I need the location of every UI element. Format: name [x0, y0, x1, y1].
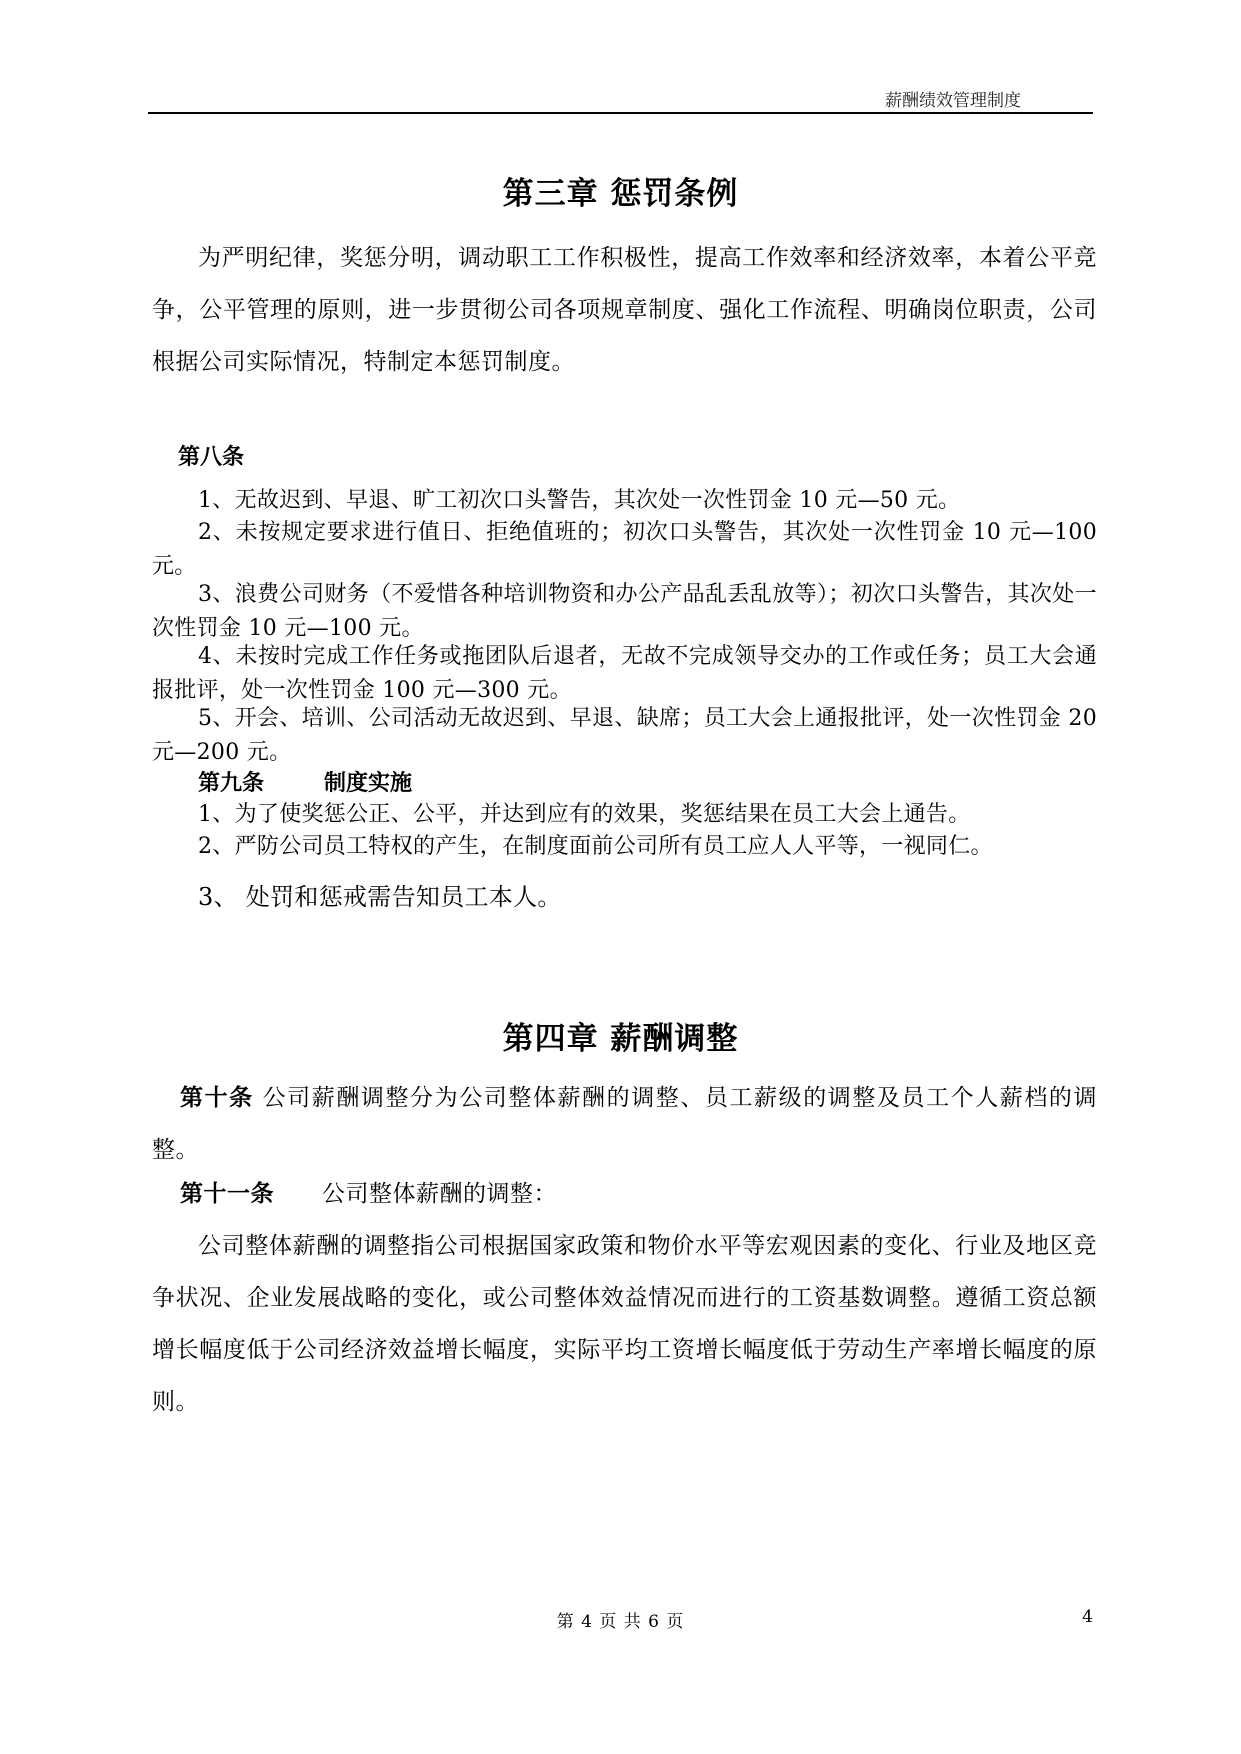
article-9-item-1: 1、为了使奖惩公正、公平，并达到应有的效果，奖惩结果在员工大会上通告。 [198, 802, 971, 827]
article-8-item-5: 5、开会、培训、公司活动无故迟到、早退、缺席；员工大会上通报批评，处一次性罚金 20 元—200 元。 [152, 706, 1097, 765]
article-10-paragraph [152, 1072, 1097, 1176]
article-8-heading: 第八条 [178, 445, 245, 470]
page-counter: 第 4 页 共 6 页 [556, 1612, 685, 1632]
article-9-item-3: 3、 处罚和惩戒需告知员工本人。 [198, 883, 562, 911]
article-9-heading: 第九条 [198, 771, 265, 796]
article-10-heading: 第十条 [180, 1085, 254, 1111]
running-header: 薪酬绩效管理制度 [885, 91, 1021, 111]
page-number: 4 [1082, 1607, 1093, 1627]
article-8-item-1: 1、无故迟到、早退、旷工初次口头警告，其次处一次性罚金 10 元—50 元。 [198, 488, 961, 513]
article-9-item-2: 2、严防公司员工特权的产生，在制度面前公司所有员工应人人平等，一视同仁。 [198, 834, 993, 859]
article-8-item-4: 4、未按时完成工作任务或拖团队后退者，无故不完成领导交办的工作或任务；员工大会通报批评，处一次性罚金 100 元—300 元。 [152, 644, 1097, 703]
chapter-3-intro: 为严明纪律，奖惩分明，调动职工工作积极性，提高工作效率和经济效率，本着公平竞争，公平管理的原则，进一步贯彻公司各项规章制度、强化工作流程、明确岗位职责，公司根据公司实际情况，特制定本惩罚制度。 [152, 245, 1097, 375]
article-11-text: 公司整体薪酬的调整指公司根据国家政策和物价水平等宏观因素的变化、行业及地区竞争状况、企业发展战略的变化，或公司整体效益情况而进行的工资基数调整。遵循工资总额增长幅度低于公司经济效益增长幅度，实际平均工资增长幅度低于劳动生产率增长幅度的原则。 [152, 1233, 1097, 1415]
chapter-4-title: 第四章 薪酬调整 [502, 1021, 739, 1057]
header-divider [148, 112, 1093, 114]
article-8-item-3: 3、浪费公司财务（不爱惜各种培训物资和办公产品乱丢乱放等）；初次口头警告，其次处一次性罚金 10 元—100 元。 [152, 582, 1097, 641]
article-11-paragraph [152, 1168, 1097, 1220]
article-11-subtitle: 公司整体薪酬的调整： [322, 1181, 557, 1207]
article-10-text: 公司薪酬调整分为公司整体薪酬的调整、员工薪级的调整及员工个人薪档的调整。 [152, 1085, 1098, 1163]
chapter-3-title: 第三章 惩罚条例 [502, 176, 739, 212]
article-8-item-2: 2、未按规定要求进行值日、拒绝值班的；初次口头警告，其次处一次性罚金 10 元—100 元。 [152, 520, 1097, 579]
article-11-heading: 第十一条 [180, 1181, 274, 1207]
article-9-subtitle: 制度实施 [324, 771, 413, 796]
